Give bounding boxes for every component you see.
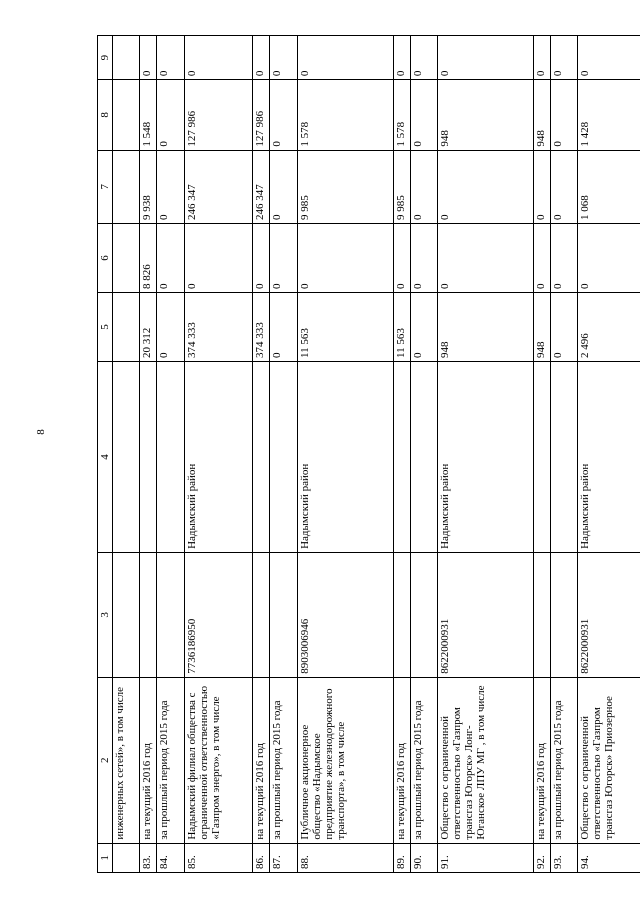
table-cell: 0	[410, 293, 437, 362]
table-cell: 0	[410, 36, 437, 80]
column-header: 2	[98, 677, 113, 843]
table-cell	[113, 36, 140, 80]
table-row	[297, 36, 393, 873]
table-row	[113, 36, 140, 873]
table-cell: Общество с ограниченной ответственностью «Газпром трансгаз Югорск» Лонг-Юганское ЛПУ МГ , в том числе	[438, 677, 534, 843]
table-cell	[253, 362, 270, 553]
table-cell: 0	[157, 223, 184, 292]
table-cell: 0	[393, 223, 410, 292]
table-row	[533, 36, 550, 873]
table-cell: 8903006946	[297, 552, 393, 677]
table-cell: 0	[297, 36, 393, 80]
table-cell	[140, 362, 157, 553]
table-row	[270, 36, 297, 873]
table-cell: 9 938	[140, 150, 157, 223]
table-body	[113, 36, 640, 873]
table-cell: 0	[410, 150, 437, 223]
table-cell: 11 563	[393, 293, 410, 362]
row-number-cell: 87.	[270, 843, 297, 872]
table-cell: 0	[410, 223, 437, 292]
table-cell: 1 578	[297, 80, 393, 150]
table-cell: 7736186950	[184, 552, 252, 677]
table-cell: 0	[551, 36, 578, 80]
column-number-row	[98, 36, 113, 873]
row-number-cell: 93.	[551, 843, 578, 872]
table-cell: 9 985	[393, 150, 410, 223]
table-cell	[113, 552, 140, 677]
table-cell	[253, 552, 270, 677]
table-cell: 0	[410, 80, 437, 150]
table-cell: 9 985	[297, 150, 393, 223]
table-cell: 20 312	[140, 293, 157, 362]
table-cell: 0	[270, 223, 297, 292]
table-cell: 127 986	[184, 80, 252, 150]
table-cell: 11 563	[297, 293, 393, 362]
row-number-cell: 83.	[140, 843, 157, 872]
row-number-cell: 91.	[438, 843, 534, 872]
table-cell: 0	[438, 150, 534, 223]
page-number: 8	[34, 429, 47, 435]
table-cell: 0	[438, 36, 534, 80]
table-cell: за прошлый период 2015 года	[270, 677, 297, 843]
row-number-cell: 92.	[533, 843, 550, 872]
table-cell	[113, 293, 140, 362]
table-cell: 0	[578, 223, 640, 292]
table-cell: 0	[157, 36, 184, 80]
data-table	[97, 35, 640, 873]
table-cell	[113, 150, 140, 223]
table-cell: за прошлый период 2015 года	[551, 677, 578, 843]
table-cell	[113, 80, 140, 150]
table-cell: 8622000931	[578, 552, 640, 677]
table-cell: 246 347	[253, 150, 270, 223]
row-number-cell: 85.	[184, 843, 252, 872]
table-row	[140, 36, 157, 873]
table-cell: 127 986	[253, 80, 270, 150]
table-cell: 0	[393, 36, 410, 80]
column-header: 3	[98, 552, 113, 677]
table-cell: 948	[438, 80, 534, 150]
table-cell	[410, 552, 437, 677]
table-cell: 0	[270, 150, 297, 223]
data-table-container	[97, 35, 640, 873]
table-cell: за прошлый период 2015 года	[410, 677, 437, 843]
table-cell: на текущий 2016 год	[253, 677, 270, 843]
table-cell: 8 826	[140, 223, 157, 292]
table-cell: 1 068	[578, 150, 640, 223]
table-cell	[270, 552, 297, 677]
table-row	[551, 36, 578, 873]
row-number-cell: 89.	[393, 843, 410, 872]
table-cell	[157, 552, 184, 677]
table-cell: 0	[438, 223, 534, 292]
table-cell: 374 333	[184, 293, 252, 362]
table-cell	[551, 552, 578, 677]
column-header: 9	[98, 36, 113, 80]
table-row	[410, 36, 437, 873]
table-cell: 246 347	[184, 150, 252, 223]
table-row	[184, 36, 252, 873]
table-cell: 0	[533, 150, 550, 223]
table-cell: за прошлый период 2015 года	[157, 677, 184, 843]
table-cell	[393, 362, 410, 553]
table-cell: 0	[551, 223, 578, 292]
table-cell: 0	[253, 223, 270, 292]
table-cell: 374 333	[253, 293, 270, 362]
table-cell: 2 496	[578, 293, 640, 362]
table-row	[253, 36, 270, 873]
table-cell	[113, 223, 140, 292]
table-cell: Надымский район	[297, 362, 393, 553]
table-cell: 948	[533, 80, 550, 150]
table-cell: Надымский филиал общества с ограниченной ответственностью «Газпром энерго», в том числе	[184, 677, 252, 843]
table-cell: 0	[533, 36, 550, 80]
table-cell	[410, 362, 437, 553]
table-cell: 1 548	[140, 80, 157, 150]
table-cell: 0	[184, 36, 252, 80]
table-cell: на текущий 2016 год	[393, 677, 410, 843]
table-cell: инженерных сетей», в том числе	[113, 677, 140, 843]
table-cell: 0	[551, 80, 578, 150]
table-cell: 0	[551, 150, 578, 223]
table-cell: 948	[533, 293, 550, 362]
column-header: 5	[98, 293, 113, 362]
table-cell	[113, 362, 140, 553]
table-cell: Надымский район	[578, 362, 640, 553]
table-row	[393, 36, 410, 873]
row-number-cell: 86.	[253, 843, 270, 872]
table-cell: 1 428	[578, 80, 640, 150]
table-cell: 0	[297, 223, 393, 292]
table-cell: Надымский район	[438, 362, 534, 553]
table-cell: на текущий 2016 год	[533, 677, 550, 843]
table-cell: 0	[270, 36, 297, 80]
table-cell: 948	[438, 293, 534, 362]
column-header: 1	[98, 843, 113, 872]
table-cell	[393, 552, 410, 677]
table-cell: 8622000931	[438, 552, 534, 677]
table-row	[438, 36, 534, 873]
column-header: 6	[98, 223, 113, 292]
table-row	[578, 36, 640, 873]
table-cell	[270, 362, 297, 553]
table-cell: 0	[184, 223, 252, 292]
table-cell: Надымский район	[184, 362, 252, 553]
table-cell: 0	[578, 36, 640, 80]
table-cell: 1 578	[393, 80, 410, 150]
table-row	[157, 36, 184, 873]
row-number-cell: 90.	[410, 843, 437, 872]
table-cell: 0	[157, 293, 184, 362]
table-cell: 0	[157, 150, 184, 223]
column-header: 7	[98, 150, 113, 223]
table-cell	[533, 362, 550, 553]
table-cell	[157, 362, 184, 553]
table-cell	[551, 362, 578, 553]
table-cell	[533, 552, 550, 677]
column-header: 8	[98, 80, 113, 150]
table-cell: 0	[140, 36, 157, 80]
table-cell: 0	[533, 223, 550, 292]
row-number-cell: 84.	[157, 843, 184, 872]
table-cell: Публичное акционерное общество «Надымское предприятие железнодорожного транспорта», в том числе	[297, 677, 393, 843]
row-number-cell	[113, 843, 140, 872]
row-number-cell: 94.	[578, 843, 640, 872]
table-cell: 0	[551, 293, 578, 362]
table-cell: на текущий 2016 год	[140, 677, 157, 843]
row-number-cell: 88.	[297, 843, 393, 872]
table-cell: 0	[270, 293, 297, 362]
column-header: 4	[98, 362, 113, 553]
table-cell: 0	[253, 36, 270, 80]
table-cell: 0	[270, 80, 297, 150]
table-cell: Общество с ограниченной ответственностью «Газпром трансгаз Югорск» Приозерное	[578, 677, 640, 843]
table-cell: 0	[157, 80, 184, 150]
table-cell	[140, 552, 157, 677]
